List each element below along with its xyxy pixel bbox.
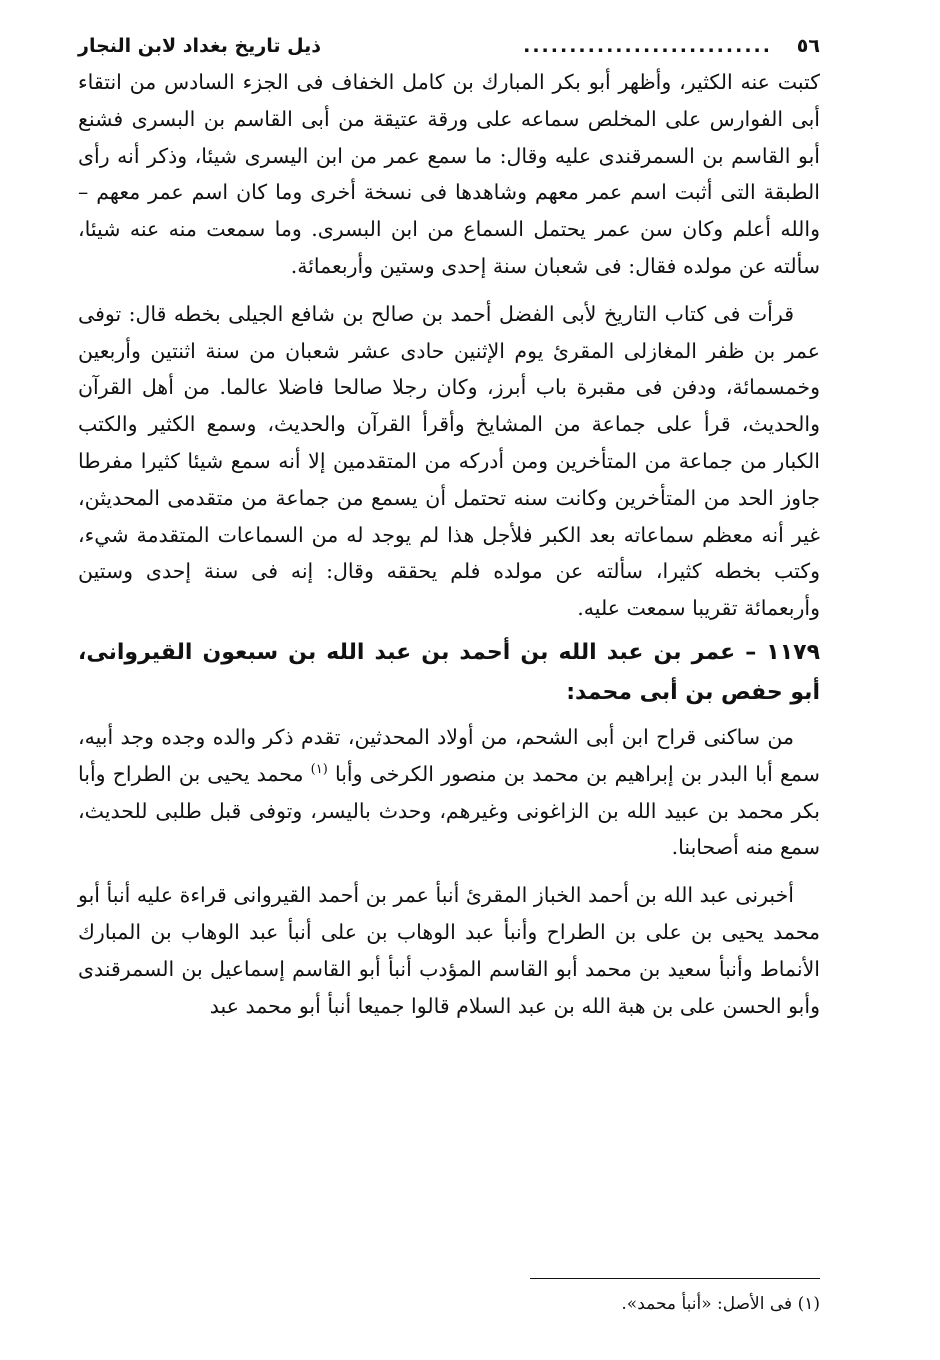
entry-dash: – (745, 639, 757, 665)
paragraph-1: كتبت عنه الكثير، وأظهر أبو بكر المبارك بن كامل الخفاف فى الجزء السادس من انتقاء أبى الفوارس على المخلص سماعه على ورقة عتيقة من أبى القاسم بن البسرى فشنع أبو القاسم بن السمرقندى عليه وقال: ما سمع عمر من ابن اليسرى شيئا، وذكر أنه رأى الطبقة التى أثبت اسم عمر معهم وشاهدها فى نسخة أخرى وما كان اسم عمر معهم – والله أعلم وكان سن عمر يحتمل السماع من ابن البسرى. وما سمعت منه عنه شيئا، سألته عن مولده فقال: فى شعبان سنة إحدى وستين وأربعمائة. (78, 70, 820, 278)
entry-paragraph-1-part-b: محمد يحيى بن الطراح وأبا بكر محمد بن عبيد الله بن الزاغونى وغيرهم، وحدث باليسر، وتوفى قبل طلبى للحديث، سمع منه أصحابنا. (78, 761, 820, 860)
entry-paragraph-1-part-a: من ساكنى قراح ابن أبى الشحم، من أولاد المحدثين، تقدم ذكر والده وجده وجد أبيه، سمع أبا البدر بن إبراهيم بن محمد بن منصور الكرخى وأبا (78, 724, 820, 786)
running-title: ذيل تاريخ بغداد لابن النجار (78, 35, 321, 57)
footnote-reference-mark: (١) (310, 761, 328, 777)
footnote: (١) فى الأصل: «أنبأ محمد». (621, 1294, 820, 1314)
entry-number: ١١٧٩ (766, 639, 821, 665)
entry-heading (78, 633, 820, 713)
paragraph-2: قرأت فى كتاب التاريخ لأبى الفضل أحمد بن صالح بن شافع الجيلى بخطه قال: توفى عمر بن ظفر المغازلى المقرئ يوم الإثنين حادى عشر شعبان من سنة اثنتين وأربعين وخمسمائة، ودفن فى مقبرة باب أبرز، وكان رجلا صالحا فاضلا عالما. من أهل القرآن والحديث، قرأ على جماعة من المشايخ وأقرأ القرآن والحديث، وسمع الكثير والكتب الكبار من جماعة من المتأخرين ومن أدركه من المتقدمين إلا أنه سمع شيئا كثيرا مفرطا جاوز الحد من المتأخرين وكانت سنه تحتمل أن يسمع من جماعة من متقدمى المحديثن، غير أنه معظم سماعاته بعد الكبر فلأجل هذا لم يوجد له من السماعات المتقدمة شيء، وكتب بخطه كثيرا، سألته عن مولده فلم يحققه وقال: إنه فى سنة إحدى وستين وأربعمائة تقريبا سمعت عليه. (78, 301, 820, 621)
page-number: ٥٦ (796, 35, 820, 57)
header-leader-dots: ........................... (523, 35, 772, 57)
running-header (78, 28, 820, 64)
entry-paragraph-2: أخبرنى عبد الله بن أحمد الخباز المقرئ أنبأ عمر بن أحمد القيروانى قراءة عليه أنبأ أبو محمد يحيى بن على بن الطراح وأنبأ عبد الوهاب بن على أنبأ عبد الوهاب بن المبارك الأنماط وأنبأ سعيد بن محمد أبو القاسم المؤدب أنبأ أبو القاسم إسماعيل بن السمرقندى وأبو الحسن على بن هبة الله بن عبد السلام قالوا جميعا أنبأ أبو محمد عبد (78, 883, 820, 1018)
footnote-divider (530, 1278, 820, 1279)
book-page (78, 28, 820, 1338)
entry-paragraph-1 (78, 719, 820, 866)
entry-title: عمر بن عبد الله بن أحمد بن عبد الله بن سبعون القيروانى، أبو حفص بن أبى محمد: (78, 639, 820, 705)
